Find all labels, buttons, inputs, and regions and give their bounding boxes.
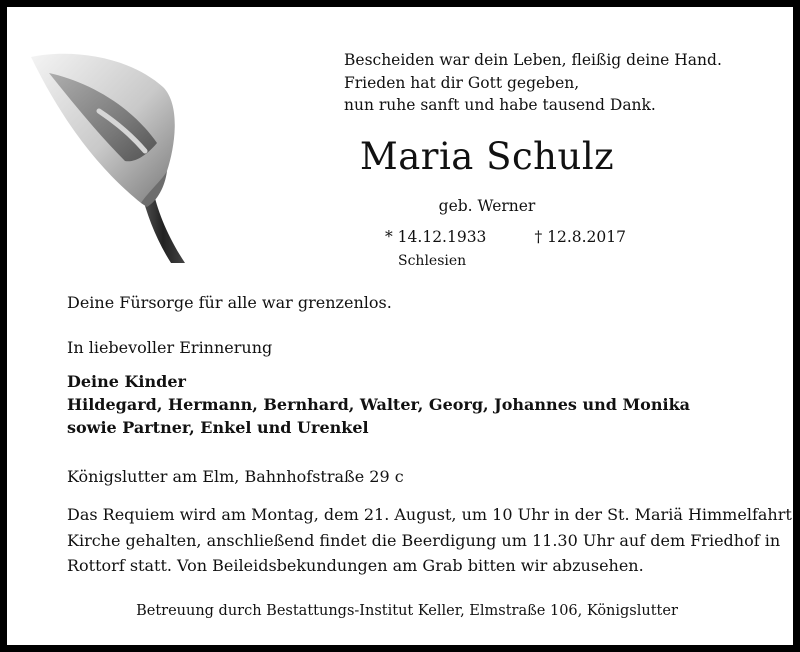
- birthplace: Schlesien: [398, 253, 467, 269]
- death-date: † 12.8.2017: [534, 228, 626, 246]
- maiden-name: geb. Werner: [438, 197, 536, 215]
- mourners-line: sowie Partner, Enkel und Urenkel: [67, 418, 369, 437]
- service-line: Das Requiem wird am Montag, dem 21. August, um 10 Uhr in der St. Mariä Himmelfahrt: [67, 505, 792, 524]
- service-line: Rottorf statt. Von Beileidsbekundungen am Grab bitten wir abzusehen.: [67, 556, 644, 575]
- funeral-home-credit: Betreuung durch Bestattungs-Institut Keller, Elmstraße 106, Königslutter: [136, 603, 678, 619]
- service-details: [67, 502, 792, 579]
- verse-line: nun ruhe sanft und habe tausend Dank.: [344, 96, 656, 114]
- verse-line: Frieden hat dir Gott gegeben,: [344, 73, 580, 92]
- deceased-name: Maria Schulz: [359, 135, 615, 178]
- verse-line: Bescheiden war dein Leben, fleißig deine Hand.: [344, 51, 722, 69]
- mourners-line: Hildegard, Hermann, Bernhard, Walter, Georg, Johannes und Monika: [67, 395, 691, 414]
- service-line: Kirche gehalten, anschließend findet die Beerdigung um 11.30 Uhr auf dem Friedhof in: [67, 530, 781, 550]
- mourners-list: [67, 370, 690, 439]
- address: Königslutter am Elm, Bahnhofstraße 29 c: [67, 467, 404, 486]
- birth-date: * 14.12.1933: [385, 228, 487, 246]
- mourners-line: Deine Kinder: [67, 372, 186, 391]
- life-dates: [385, 228, 626, 246]
- tribute-text: Deine Fürsorge für alle war grenzenlos.: [67, 293, 392, 312]
- memory-line: In liebevoller Erinnerung: [67, 338, 273, 357]
- memorial-verse: [344, 49, 722, 117]
